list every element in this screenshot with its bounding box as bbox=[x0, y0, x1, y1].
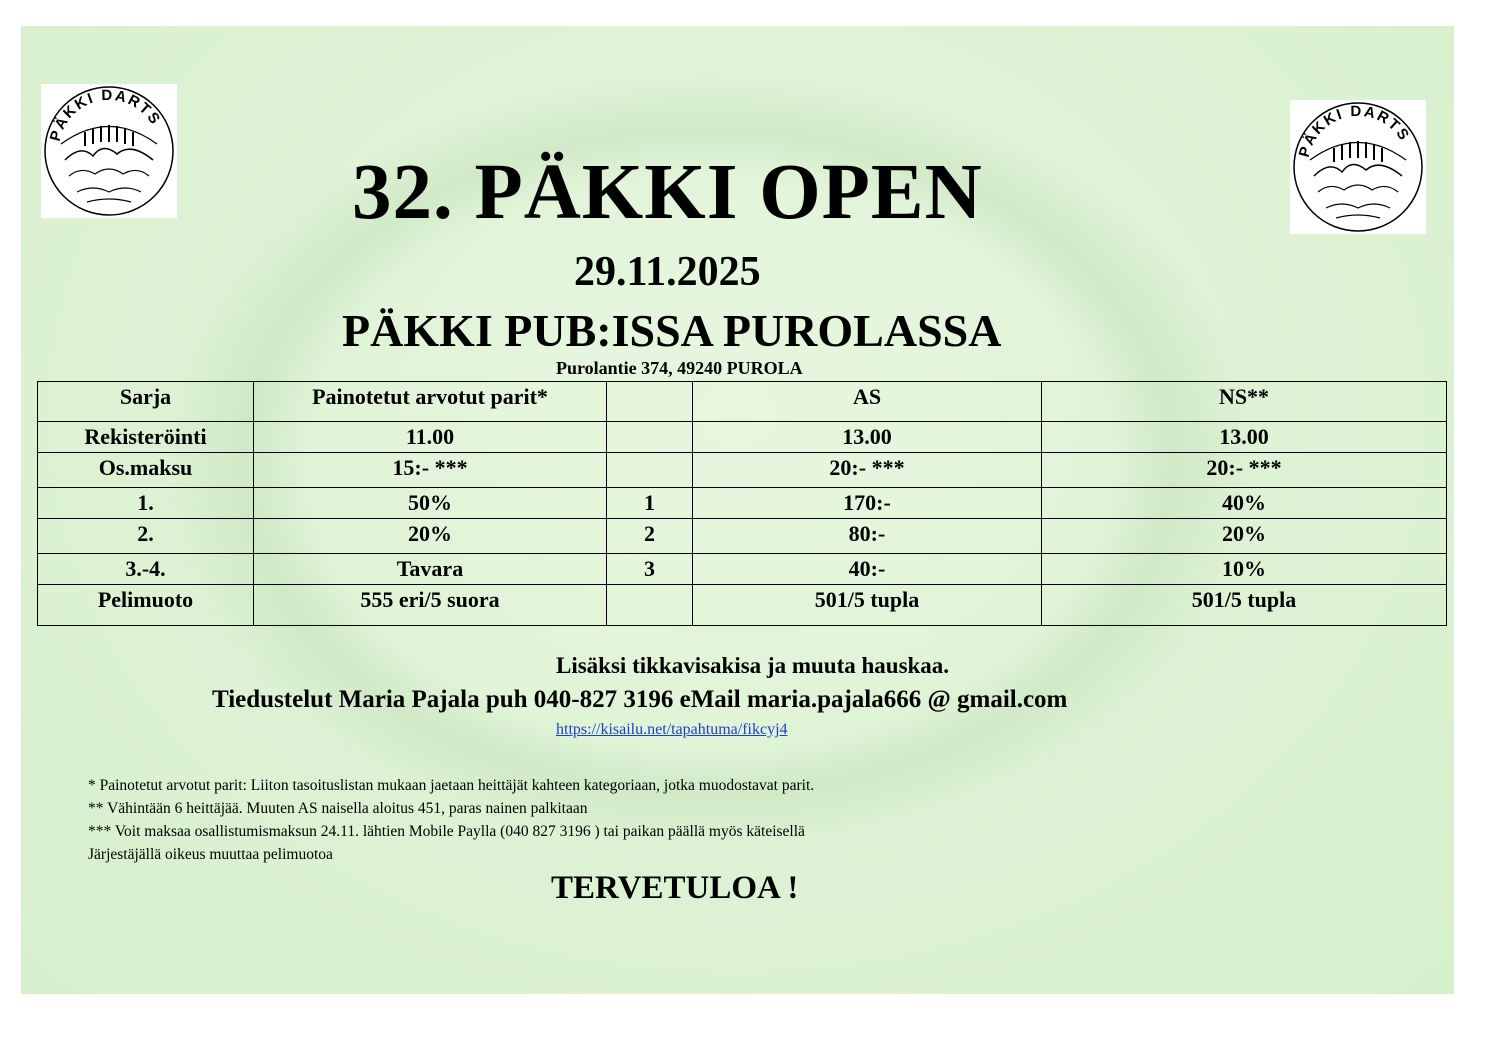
table-cell: 3 bbox=[607, 554, 693, 585]
table-cell: 20% bbox=[1042, 519, 1447, 554]
table-cell: 40:- bbox=[693, 554, 1042, 585]
table-cell: 13.00 bbox=[1042, 422, 1447, 453]
table-cell: Sarja bbox=[38, 382, 254, 422]
event-title: 32. PÄKKI OPEN bbox=[352, 149, 983, 236]
extra-activities: Lisäksi tikkavisakisa ja muuta hauskaa. bbox=[556, 653, 950, 678]
table-cell: 10% bbox=[1042, 554, 1447, 585]
table-cell: NS** bbox=[1042, 382, 1447, 422]
table-cell: 20% bbox=[254, 519, 607, 554]
pakki-darts-logo-right bbox=[1290, 100, 1426, 234]
logo-left-text: PÄKKI DARTS bbox=[46, 86, 165, 144]
footnote: ** Vähintään 6 heittäjää. Muuten AS naisella aloitus 451, paras nainen palkitaan bbox=[88, 800, 588, 817]
table-row bbox=[38, 585, 1447, 626]
pakki-darts-logo-left bbox=[41, 84, 177, 218]
table-cell: Painotetut arvotut parit* bbox=[254, 382, 607, 422]
table-cell: 2. bbox=[38, 519, 254, 554]
table-row bbox=[38, 488, 1447, 519]
table-cell: 20:- *** bbox=[1042, 453, 1447, 488]
table-cell bbox=[607, 422, 693, 453]
table-cell: 3.-4. bbox=[38, 554, 254, 585]
footnote: *** Voit maksaa osallistumismaksun 24.11. lähtien Mobile Paylla (040 827 3196 ) tai paikan päällä myös käteisellä bbox=[88, 823, 805, 840]
table-cell: 2 bbox=[607, 519, 693, 554]
table-cell: 11.00 bbox=[254, 422, 607, 453]
table-row bbox=[38, 382, 1447, 422]
table-cell: 50% bbox=[254, 488, 607, 519]
tournament-table bbox=[37, 381, 1447, 626]
table-cell: 15:- *** bbox=[254, 453, 607, 488]
table-cell: 501/5 tupla bbox=[1042, 585, 1447, 626]
contact-info: Tiedustelut Maria Pajala puh 040-827 3196 eMail maria.pajala666 @ gmail.com bbox=[212, 686, 1068, 713]
event-address: Purolantie 374, 49240 PUROLA bbox=[556, 358, 803, 378]
table-cell: Rekisteröinti bbox=[38, 422, 254, 453]
event-date: 29.11.2025 bbox=[574, 249, 761, 295]
table-row bbox=[38, 453, 1447, 488]
table-cell: 80:- bbox=[693, 519, 1042, 554]
table-cell: 1 bbox=[607, 488, 693, 519]
table-cell: Pelimuoto bbox=[38, 585, 254, 626]
event-venue: PÄKKI PUB:ISSA PUROLASSA bbox=[342, 305, 1002, 356]
table-cell: 1. bbox=[38, 488, 254, 519]
table-cell: 40% bbox=[1042, 488, 1447, 519]
table-row bbox=[38, 554, 1447, 585]
table-cell: Tavara bbox=[254, 554, 607, 585]
welcome-text: TERVETULOA ! bbox=[551, 870, 799, 906]
table-cell bbox=[607, 585, 693, 626]
table-cell bbox=[607, 382, 693, 422]
footnote: Järjestäjällä oikeus muuttaa pelimuotoa bbox=[88, 846, 333, 863]
table-cell: 13.00 bbox=[693, 422, 1042, 453]
table-cell: 20:- *** bbox=[693, 453, 1042, 488]
table-row bbox=[38, 422, 1447, 453]
table-cell: 555 eri/5 suora bbox=[254, 585, 607, 626]
table-row bbox=[38, 519, 1447, 554]
table-cell: 170:- bbox=[693, 488, 1042, 519]
table-cell: AS bbox=[693, 382, 1042, 422]
table-cell: 501/5 tupla bbox=[693, 585, 1042, 626]
registration-link[interactable]: https://kisailu.net/tapahtuma/fikcyj4 bbox=[556, 721, 788, 738]
logo-right-text: PÄKKI DARTS bbox=[1295, 102, 1414, 160]
table-cell bbox=[607, 453, 693, 488]
table-cell: Os.maksu bbox=[38, 453, 254, 488]
footnote: * Painotetut arvotut parit: Liiton tasoituslistan mukaan jaetaan heittäjät kahteen kategoriaan, jotka muodostavat parit. bbox=[88, 777, 815, 794]
